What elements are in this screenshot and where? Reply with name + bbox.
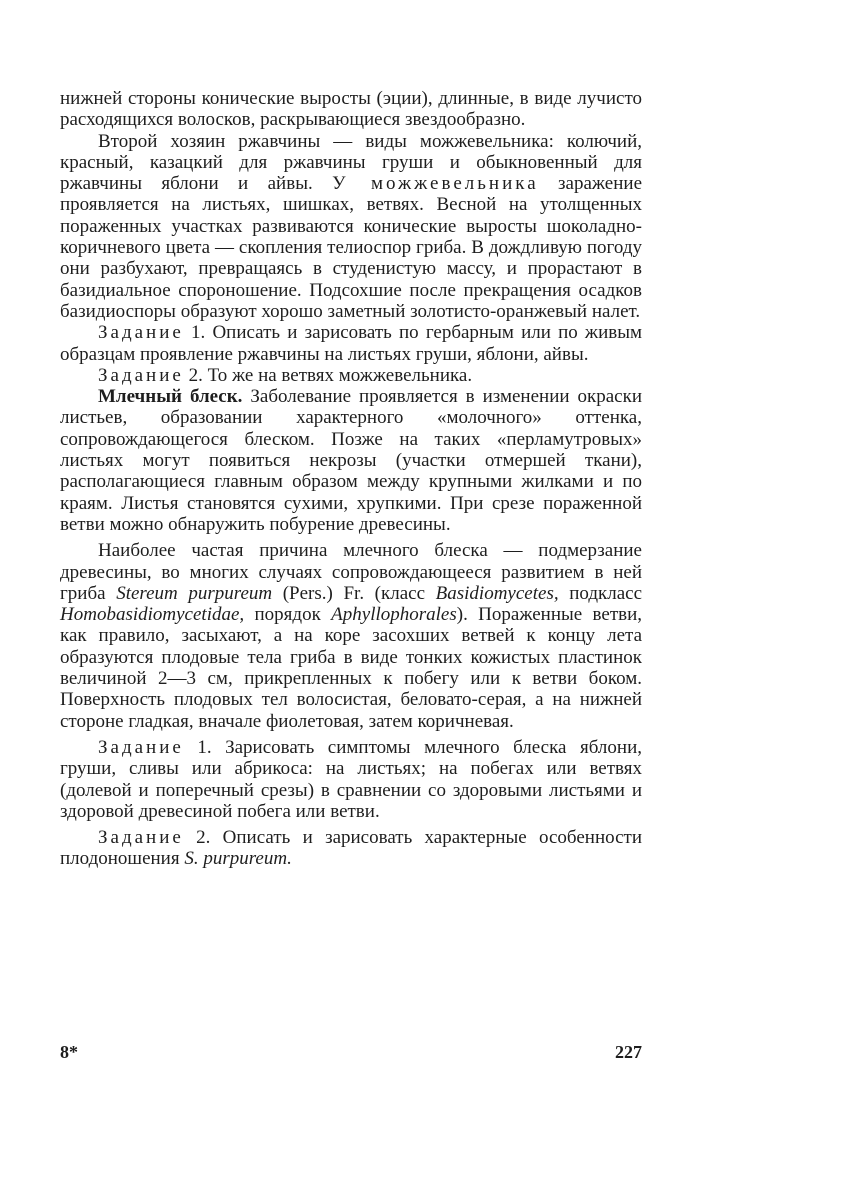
paragraph-text: ). Пораженные ветви, как правило, засыхают, а на коре засохших ветвей к концу лета образуются плодовые тела гриба в виде тонких кожистых пластинок величиной 2—3 см, прикрепленных к побегу или к ветви боком. Поверхность плодовых тел волосистая, беловато-серая, а на нижней стороне гладкая, вначале фиолетовая, затем коричневая. — [60, 604, 643, 732]
paragraph-silver-leaf — [60, 386, 642, 535]
task-text: 1. Описать и зарисовать по гербарным или по живым образцам проявление ржавчины на листьях груши, яблони, айвы. — [60, 322, 642, 365]
species-name: Stereum purpureum — [116, 582, 273, 604]
section-heading: Млечный блеск. — [98, 386, 243, 408]
paragraph-text: Заболевание проявляется в изменении окраски листьев, образовании характерного «молочного» оттенка, сопровождающегося блеском. Позже на таких «перламутровых» листьях могут появиться некрозы (участки отмершей ткани), располагающиеся главным образом между крупными жилками и по краям. Листья становятся сухими, хрупкими. При срезе пораженной ветви можно обнаружить побурение древесины. — [60, 386, 642, 535]
paragraph-text: нижней стороны конические выросты (эции), длинные, в виде лучисто расходящихся волосков, раскрывающиеся звездообразно. — [60, 88, 642, 131]
paragraph-cause — [60, 540, 642, 732]
task-1-silver-leaf — [60, 737, 642, 822]
task-label: Задание — [98, 736, 184, 758]
task-label: Задание — [98, 827, 184, 849]
paragraph-aecia — [60, 88, 642, 131]
taxon-subclass: Homobasidiomycetidae, — [60, 604, 245, 626]
document-page — [60, 88, 642, 870]
signature-mark: 8* — [60, 1042, 78, 1062]
paragraph-text: (Pers.) Fr. (класс — [272, 582, 436, 604]
paragraph-text: заражение проявляется на листьях, шишках, ветвях. Весной на утолщенных пораженных участках развиваются конические выросты шоколадно-коричневого цвета — скопления телиоспор гриба. В дождливую погоду они разбухают, превращаясь в студенистую массу, и прорастают в базидиальное спороношение. Подсохшие после прекращения осадков базидиоспоры образуют хорошо заметный золотисто-оранжевый налет. — [60, 173, 643, 322]
task-label: Задание — [98, 322, 184, 344]
task-text: 1. Зарисовать симптомы млечного блеска яблони, груши, сливы или абрикоса: на листьях; на побегах или ветвях (долевой и поперечный срезы) в сравнении со здоровыми листьями и здоровой древесиной побега или ветви. — [60, 736, 642, 822]
species-name: S. purpureum. — [184, 848, 292, 870]
paragraph-text: подкласс — [558, 582, 643, 604]
task-1-rust — [60, 322, 642, 365]
task-2-rust — [60, 365, 642, 386]
spaced-emphasis: У можжевельника — [332, 173, 539, 195]
task-label: Задание — [98, 364, 184, 386]
task-2-silver-leaf — [60, 827, 642, 870]
paragraph-text: Второй хозяин ржавчины — виды можжевельника: колючий, красный, казацкий для ржавчины груши и обыкновенный для ржавчины яблони и айвы. — [60, 130, 642, 195]
paragraph-text: Наиболее частая причина млечного блеска — подмерзание древесины, во многих случаях сопровождающееся развитием в ней гриба — [60, 540, 642, 604]
taxon-order: Aphyllophorales — [331, 604, 457, 626]
page-number: 227 — [615, 1042, 642, 1062]
task-text: 2. То же на ветвях можжевельника. — [183, 364, 473, 386]
task-text: 2. Описать и зарисовать характерные особенности плодоношения — [60, 827, 642, 870]
taxon-class: Basidiomycetes, — [435, 582, 559, 604]
paragraph-text: порядок — [244, 604, 332, 626]
paragraph-juniper-host — [60, 131, 642, 323]
